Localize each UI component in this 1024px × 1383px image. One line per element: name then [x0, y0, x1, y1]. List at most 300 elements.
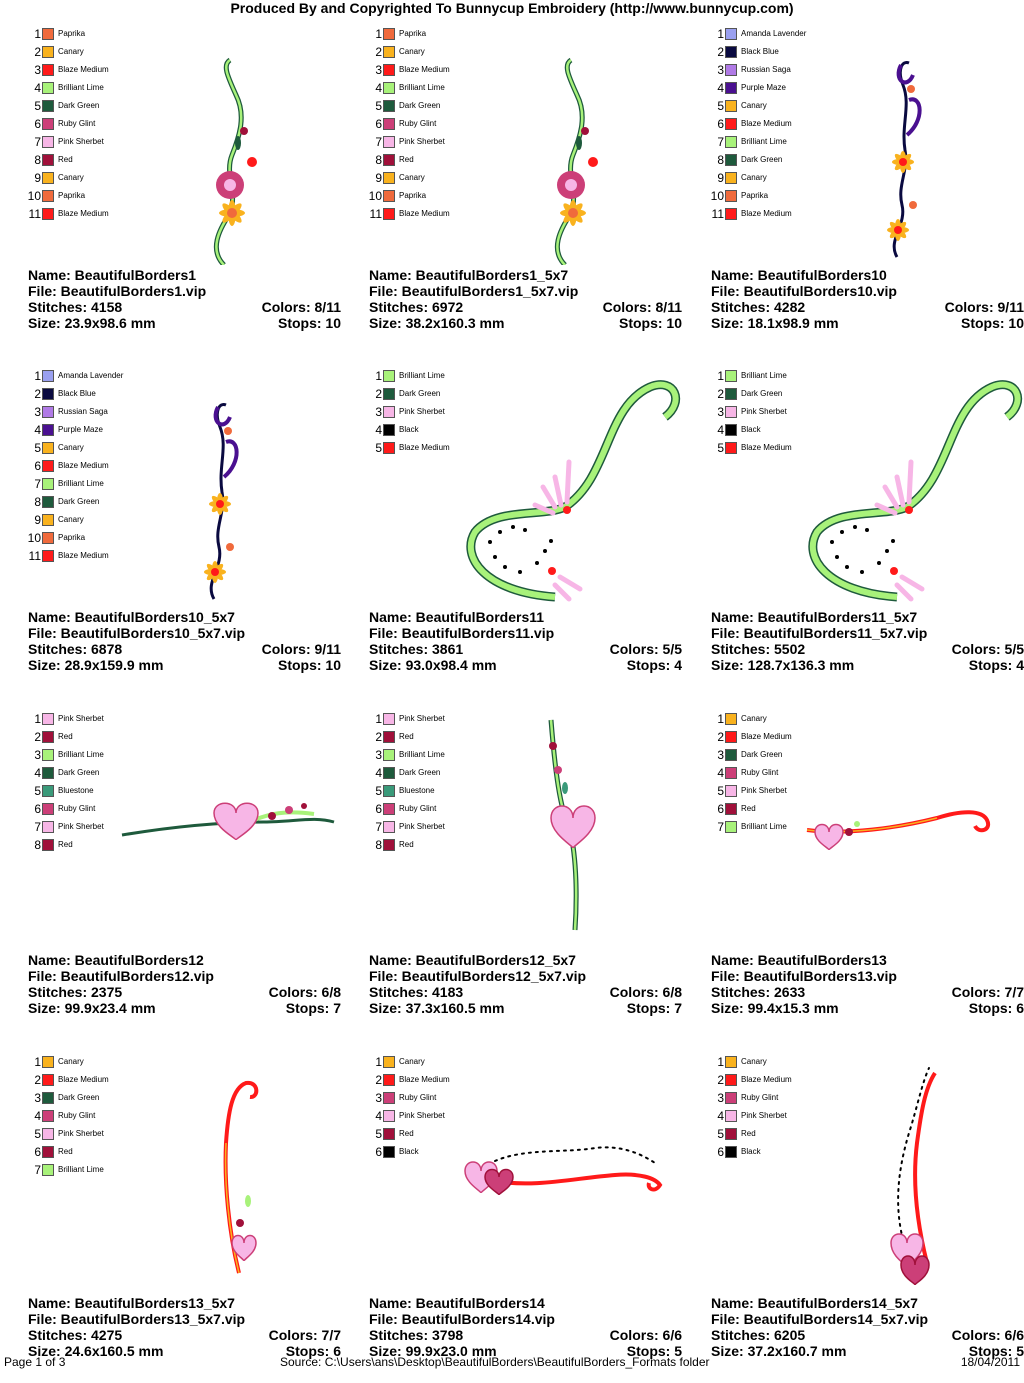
- stitch-color-row: [28, 984, 341, 1000]
- thread-name: Black Blue: [58, 389, 96, 398]
- stitch-count: Stitches: 6878: [28, 641, 123, 657]
- thread-name: Pink Sherbet: [741, 1111, 787, 1120]
- thread-name: Paprika: [58, 191, 86, 200]
- design-card: [697, 710, 1024, 1040]
- thread-swatch: [42, 803, 54, 815]
- design-name: Name: BeautifulBorders11: [369, 609, 545, 625]
- thread-swatch: [383, 190, 395, 202]
- thread-row: [697, 61, 847, 79]
- design-card: [697, 25, 1024, 355]
- stitch-color-row: [28, 299, 341, 315]
- stitch-color-row: [711, 641, 1024, 657]
- thread-swatch: [725, 28, 737, 40]
- thread-row: [14, 133, 164, 151]
- thread-name: Brilliant Lime: [741, 822, 787, 831]
- thread-name: Paprika: [399, 191, 427, 200]
- thread-swatch: [383, 172, 395, 184]
- design-card: [355, 1053, 685, 1383]
- thread-row: [14, 403, 164, 421]
- thread-number: 1: [717, 1055, 724, 1069]
- thread-swatch: [42, 550, 54, 562]
- design-file: File: BeautifulBorders1_5x7.vip: [369, 283, 579, 299]
- thread-number: 9: [375, 171, 382, 185]
- thread-swatch: [42, 496, 54, 508]
- thread-number: 2: [375, 387, 382, 401]
- thread-swatch: [383, 442, 395, 454]
- stop-count: Stops: 7: [285, 1000, 341, 1016]
- thread-row: [355, 1143, 505, 1161]
- stitch-color-row: [711, 299, 1024, 315]
- thread-row: [14, 1071, 164, 1089]
- thread-swatch: [383, 1074, 395, 1086]
- thread-number: 3: [375, 748, 382, 762]
- thread-row: [14, 439, 164, 457]
- thread-swatch: [42, 1074, 54, 1086]
- thread-row: [14, 547, 164, 565]
- design-file: File: BeautifulBorders12.vip: [28, 968, 214, 984]
- thread-number: 5: [34, 1127, 41, 1141]
- thread-swatch: [383, 154, 395, 166]
- thread-row: [697, 1107, 847, 1125]
- thread-swatch: [383, 803, 395, 815]
- stitch-count: Stitches: 2375: [28, 984, 123, 1000]
- thread-row: [697, 1143, 847, 1161]
- color-count: Colors: 8/11: [602, 299, 682, 315]
- size-stops-row: [28, 657, 341, 673]
- thread-swatch: [725, 749, 737, 761]
- thread-swatch: [725, 82, 737, 94]
- thread-row: [14, 800, 164, 818]
- thread-swatch: [383, 64, 395, 76]
- page-footer: [0, 1354, 1024, 1370]
- thread-row: [355, 764, 505, 782]
- design-info: [28, 609, 341, 673]
- thread-number: 5: [34, 441, 41, 455]
- thread-name: Pink Sherbet: [741, 407, 787, 416]
- thread-row: [697, 1089, 847, 1107]
- design-info: [369, 267, 682, 331]
- thread-swatch: [725, 136, 737, 148]
- thread-row: [697, 25, 847, 43]
- thread-row: [14, 1143, 164, 1161]
- thread-number: 2: [375, 730, 382, 744]
- thread-name: Pink Sherbet: [58, 137, 104, 146]
- thread-row: [697, 97, 847, 115]
- size-stops-row: [28, 1000, 341, 1016]
- thread-row: [355, 25, 505, 43]
- design-file: File: BeautifulBorders11_5x7.vip: [711, 625, 928, 641]
- thread-number: 6: [375, 1145, 382, 1159]
- thread-row: [14, 1161, 164, 1179]
- thread-row: [14, 367, 164, 385]
- thread-row: [14, 457, 164, 475]
- thread-number: 6: [34, 117, 41, 131]
- design-size: Size: 99.9x23.0 mm: [369, 1343, 497, 1359]
- thread-swatch: [725, 370, 737, 382]
- thread-swatch: [42, 388, 54, 400]
- thread-name: Red: [399, 732, 414, 741]
- thread-name: Red: [399, 1129, 414, 1138]
- thread-name: Ruby Glint: [58, 119, 96, 128]
- size-stops-row: [711, 1000, 1024, 1016]
- thread-name: Dark Green: [399, 768, 441, 777]
- size-stops-row: [711, 315, 1024, 331]
- stop-count: Stops: 10: [960, 315, 1024, 331]
- thread-row: [697, 169, 847, 187]
- thread-number: 6: [375, 802, 382, 816]
- stitch-color-row: [369, 641, 682, 657]
- thread-row: [355, 1107, 505, 1125]
- thread-name: Brilliant Lime: [58, 750, 104, 759]
- thread-number: 2: [375, 45, 382, 59]
- thread-number: 5: [34, 99, 41, 113]
- thread-number: 7: [717, 820, 724, 834]
- design-size: Size: 23.9x98.6 mm: [28, 315, 156, 331]
- thread-number: 7: [34, 1163, 41, 1177]
- thread-name: Pink Sherbet: [58, 1129, 104, 1138]
- thread-name: Dark Green: [399, 101, 441, 110]
- thread-swatch: [725, 190, 737, 202]
- thread-number: 2: [34, 1073, 41, 1087]
- thread-row: [14, 187, 164, 205]
- thread-row: [355, 403, 505, 421]
- design-file: File: BeautifulBorders13.vip: [711, 968, 897, 984]
- thread-name: Dark Green: [58, 497, 100, 506]
- thread-row: [14, 205, 164, 223]
- thread-name: Red: [399, 840, 414, 849]
- design-size: Size: 99.9x23.4 mm: [28, 1000, 156, 1016]
- thread-name: Brilliant Lime: [58, 479, 104, 488]
- design-size: Size: 37.2x160.7 mm: [711, 1343, 847, 1359]
- thread-name: Blaze Medium: [399, 65, 450, 74]
- thread-name: Ruby Glint: [399, 1093, 437, 1102]
- thread-number: 3: [34, 748, 41, 762]
- thread-number: 2: [717, 1073, 724, 1087]
- design-name: Name: BeautifulBorders13: [711, 952, 887, 968]
- thread-swatch: [383, 46, 395, 58]
- thread-name: Canary: [58, 47, 84, 56]
- thread-swatch: [383, 136, 395, 148]
- thread-swatch: [383, 1110, 395, 1122]
- stitch-color-row: [28, 641, 341, 657]
- thread-name: Brilliant Lime: [58, 1165, 104, 1174]
- thread-row: [697, 782, 847, 800]
- thread-name: Dark Green: [741, 750, 783, 759]
- thread-row: [355, 746, 505, 764]
- thread-number: 10: [27, 531, 41, 545]
- thread-name: Red: [58, 155, 73, 164]
- thread-row: [14, 43, 164, 61]
- thread-number: 5: [375, 1127, 382, 1141]
- thread-swatch: [42, 785, 54, 797]
- thread-number: 3: [34, 1091, 41, 1105]
- design-name: Name: BeautifulBorders14_5x7: [711, 1295, 918, 1311]
- thread-swatch: [42, 154, 54, 166]
- thread-name: Paprika: [741, 191, 769, 200]
- thread-name: Brilliant Lime: [399, 83, 445, 92]
- thread-swatch: [725, 713, 737, 725]
- thread-row: [14, 115, 164, 133]
- thread-swatch: [383, 370, 395, 382]
- color-count: Colors: 6/8: [268, 984, 341, 1000]
- thread-number: 7: [34, 135, 41, 149]
- thread-number: 10: [27, 189, 41, 203]
- design-size: Size: 128.7x136.3 mm: [711, 657, 855, 673]
- thread-name: Purple Maze: [741, 83, 786, 92]
- thread-row: [355, 97, 505, 115]
- color-count: Colors: 7/7: [268, 1327, 341, 1343]
- thread-swatch: [42, 460, 54, 472]
- thread-swatch: [383, 767, 395, 779]
- thread-swatch: [42, 370, 54, 382]
- thread-swatch: [42, 208, 54, 220]
- thread-swatch: [725, 1146, 737, 1158]
- color-count: Colors: 7/7: [951, 984, 1024, 1000]
- thread-number: 8: [34, 838, 41, 852]
- thread-row: [355, 728, 505, 746]
- thread-row: [697, 421, 847, 439]
- thread-name: Red: [741, 1129, 756, 1138]
- stitch-color-row: [369, 984, 682, 1000]
- thread-name: Paprika: [399, 29, 427, 38]
- design-card: [14, 25, 344, 355]
- thread-swatch: [42, 731, 54, 743]
- thread-number: 3: [717, 748, 724, 762]
- thread-row: [355, 43, 505, 61]
- thread-row: [355, 1125, 505, 1143]
- thread-row: [355, 1053, 505, 1071]
- thread-name: Russian Saga: [58, 407, 108, 416]
- thread-row: [355, 79, 505, 97]
- thread-name: Pink Sherbet: [399, 1111, 445, 1120]
- thread-swatch: [42, 46, 54, 58]
- thread-name: Blaze Medium: [58, 209, 109, 218]
- thread-swatch: [725, 388, 737, 400]
- thread-row: [355, 187, 505, 205]
- design-size: Size: 28.9x159.9 mm: [28, 657, 164, 673]
- design-info: [28, 1295, 341, 1359]
- thread-number: 2: [717, 730, 724, 744]
- design-file: File: BeautifulBorders10.vip: [711, 283, 897, 299]
- thread-row: [697, 133, 847, 151]
- thread-name: Amanda Lavender: [741, 29, 807, 38]
- stitch-color-row: [711, 984, 1024, 1000]
- stop-count: Stops: 5: [968, 1343, 1024, 1359]
- color-count: Colors: 5/5: [951, 641, 1024, 657]
- thread-name: Amanda Lavender: [58, 371, 124, 380]
- stitch-count: Stitches: 4275: [28, 1327, 123, 1343]
- thread-name: Pink Sherbet: [399, 822, 445, 831]
- thread-name: Dark Green: [741, 389, 783, 398]
- thread-name: Dark Green: [58, 101, 100, 110]
- thread-row: [355, 133, 505, 151]
- thread-number: 4: [717, 81, 724, 95]
- thread-swatch: [42, 767, 54, 779]
- thread-number: 7: [34, 820, 41, 834]
- thread-number: 4: [375, 423, 382, 437]
- thread-number: 1: [375, 27, 382, 41]
- thread-swatch: [42, 118, 54, 130]
- design-file: File: BeautifulBorders14_5x7.vip: [711, 1311, 929, 1327]
- thread-swatch: [42, 28, 54, 40]
- color-count: Colors: 9/11: [944, 299, 1024, 315]
- thread-swatch: [383, 785, 395, 797]
- thread-number: 7: [375, 135, 382, 149]
- thread-number: 6: [34, 1145, 41, 1159]
- stitch-count: Stitches: 5502: [711, 641, 806, 657]
- thread-name: Blaze Medium: [58, 461, 109, 470]
- thread-row: [355, 1071, 505, 1089]
- thread-name: Ruby Glint: [741, 1093, 779, 1102]
- design-info: [711, 1295, 1024, 1359]
- design-file: File: BeautifulBorders12_5x7.vip: [369, 968, 587, 984]
- thread-name: Black: [741, 1147, 761, 1156]
- thread-name: Russian Saga: [741, 65, 791, 74]
- design-info: [28, 952, 341, 1016]
- thread-swatch: [42, 1164, 54, 1176]
- thread-row: [697, 746, 847, 764]
- thread-row: [14, 764, 164, 782]
- thread-number: 6: [34, 459, 41, 473]
- thread-number: 1: [34, 27, 41, 41]
- thread-name: Dark Green: [741, 155, 783, 164]
- thread-name: Dark Green: [399, 389, 441, 398]
- thread-number: 5: [34, 784, 41, 798]
- thread-row: [355, 151, 505, 169]
- thread-swatch: [42, 64, 54, 76]
- thread-swatch: [383, 28, 395, 40]
- stitch-count: Stitches: 2633: [711, 984, 806, 1000]
- thread-number: 6: [717, 802, 724, 816]
- thread-name: Canary: [741, 173, 767, 182]
- thread-row: [697, 205, 847, 223]
- design-size: Size: 18.1x98.9 mm: [711, 315, 839, 331]
- thread-name: Canary: [399, 1057, 425, 1066]
- thread-swatch: [42, 100, 54, 112]
- thread-number: 7: [375, 820, 382, 834]
- thread-number: 4: [717, 423, 724, 437]
- size-stops-row: [28, 315, 341, 331]
- thread-swatch: [725, 767, 737, 779]
- design-card: [355, 25, 685, 355]
- design-card: [14, 710, 344, 1040]
- thread-number: 1: [34, 712, 41, 726]
- thread-row: [14, 511, 164, 529]
- thread-swatch: [42, 713, 54, 725]
- thread-number: 1: [34, 1055, 41, 1069]
- thread-name: Pink Sherbet: [58, 714, 104, 723]
- thread-name: Red: [399, 155, 414, 164]
- thread-name: Brilliant Lime: [399, 750, 445, 759]
- thread-number: 7: [717, 135, 724, 149]
- thread-number: 1: [34, 369, 41, 383]
- thread-row: [355, 367, 505, 385]
- thread-number: 4: [34, 766, 41, 780]
- design-card: [355, 367, 685, 697]
- thread-name: Blaze Medium: [58, 1075, 109, 1084]
- thread-name: Dark Green: [58, 768, 100, 777]
- design-file: File: BeautifulBorders1.vip: [28, 283, 207, 299]
- color-count: Colors: 5/5: [609, 641, 682, 657]
- thread-name: Canary: [58, 173, 84, 182]
- stop-count: Stops: 10: [277, 657, 341, 673]
- design-name: Name: BeautifulBorders12: [28, 952, 204, 968]
- thread-row: [697, 385, 847, 403]
- thread-name: Brilliant Lime: [741, 371, 787, 380]
- thread-number: 10: [710, 189, 724, 203]
- source-path: Source: C:\Users\ans\Desktop\BeautifulBorders\BeautifulBorders_Formats folder: [280, 1355, 710, 1369]
- color-count: Colors: 9/11: [261, 641, 341, 657]
- thread-number: 5: [717, 441, 724, 455]
- design-file: File: BeautifulBorders10_5x7.vip: [28, 625, 246, 641]
- thread-swatch: [725, 100, 737, 112]
- thread-number: 4: [375, 1109, 382, 1123]
- thread-name: Blaze Medium: [741, 1075, 792, 1084]
- thread-number: 4: [375, 81, 382, 95]
- thread-number: 3: [717, 1091, 724, 1105]
- thread-name: Dark Green: [58, 1093, 100, 1102]
- design-name: Name: BeautifulBorders14: [369, 1295, 545, 1311]
- thread-name: Brilliant Lime: [58, 83, 104, 92]
- design-card: [697, 1053, 1024, 1383]
- thread-name: Paprika: [58, 29, 86, 38]
- design-name: Name: BeautifulBorders13_5x7: [28, 1295, 235, 1311]
- thread-name: Ruby Glint: [741, 768, 779, 777]
- thread-swatch: [383, 1092, 395, 1104]
- thread-number: 2: [375, 1073, 382, 1087]
- thread-row: [14, 836, 164, 854]
- thread-number: 3: [34, 63, 41, 77]
- thread-number: 3: [375, 1091, 382, 1105]
- thread-number: 6: [717, 117, 724, 131]
- design-name: Name: BeautifulBorders12_5x7: [369, 952, 576, 968]
- design-size: Size: 99.4x15.3 mm: [711, 1000, 839, 1016]
- thread-swatch: [725, 208, 737, 220]
- stop-count: Stops: 10: [618, 315, 682, 331]
- stop-count: Stops: 4: [968, 657, 1024, 673]
- thread-number: 9: [34, 513, 41, 527]
- thread-row: [355, 1089, 505, 1107]
- thread-name: Canary: [741, 714, 767, 723]
- thread-row: [14, 818, 164, 836]
- thread-number: 2: [717, 387, 724, 401]
- size-stops-row: [711, 657, 1024, 673]
- thread-number: 1: [375, 712, 382, 726]
- thread-row: [697, 1071, 847, 1089]
- thread-swatch: [383, 1146, 395, 1158]
- thread-name: Pink Sherbet: [399, 137, 445, 146]
- stop-count: Stops: 10: [277, 315, 341, 331]
- thread-row: [355, 169, 505, 187]
- thread-name: Blaze Medium: [399, 443, 450, 452]
- thread-swatch: [383, 118, 395, 130]
- stitch-count: Stitches: 4282: [711, 299, 806, 315]
- thread-name: Black: [399, 425, 419, 434]
- thread-number: 4: [717, 766, 724, 780]
- page-number: Page 1 of 3: [4, 1355, 66, 1369]
- design-file: File: BeautifulBorders11.vip: [369, 625, 555, 641]
- stop-count: Stops: 6: [285, 1343, 341, 1359]
- color-count: Colors: 6/6: [609, 1327, 682, 1343]
- stitch-color-row: [711, 1327, 1024, 1343]
- thread-swatch: [42, 749, 54, 761]
- thread-name: Blaze Medium: [741, 732, 792, 741]
- thread-name: Ruby Glint: [399, 804, 437, 813]
- thread-row: [355, 439, 505, 457]
- stitch-count: Stitches: 4183: [369, 984, 464, 1000]
- thread-row: [697, 800, 847, 818]
- thread-row: [14, 782, 164, 800]
